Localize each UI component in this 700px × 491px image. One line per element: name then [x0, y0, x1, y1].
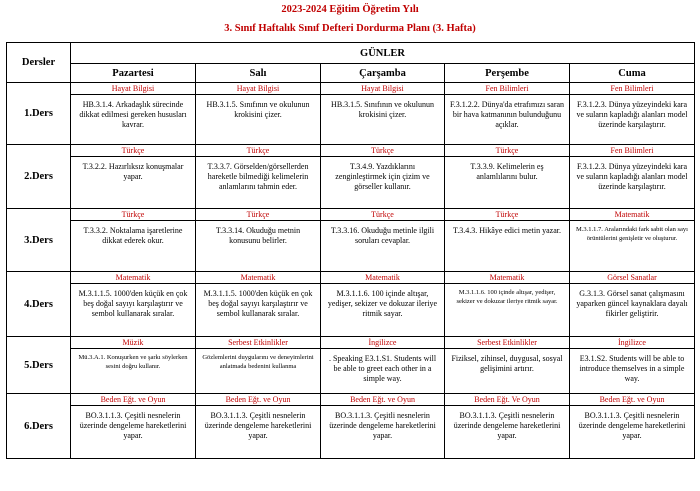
lesson-cell: [196, 337, 321, 394]
subject-name: Matematik: [321, 272, 444, 284]
subject-name: Türkçe: [321, 145, 444, 157]
subject-name: Hayat Bilgisi: [196, 83, 320, 95]
lesson-cell: [321, 394, 445, 459]
outcome-text: T.3.3.16. Okuduğu metinle ilgili soruları cevaplar.: [330, 226, 435, 245]
lesson-cell: [445, 145, 570, 209]
outcome-text: HB.3.1.5. Sınıfının ve okulunun krokisini çizer.: [206, 100, 310, 119]
table-row: [7, 209, 695, 272]
subject-name: Müzik: [71, 337, 195, 349]
subject-name: Fen Bilimleri: [570, 145, 694, 157]
outcome-text: T.3.4.3. Hikâye edici metin yazar.: [452, 226, 562, 235]
subject-name: Türkçe: [196, 209, 320, 221]
subject-name: Matematik: [445, 272, 569, 284]
outcome-text: . Speaking E3.1.S1. Students will be able to greet each other in a simple way.: [328, 354, 437, 383]
header-day: Perşembe: [445, 64, 570, 83]
outcome-text: T.3.3.2. Noktalama işaretlerine dikkat ederek okur.: [83, 226, 183, 245]
lesson-cell: [570, 272, 695, 337]
lesson-cell: [321, 337, 445, 394]
lesson-cell: [321, 83, 445, 145]
subject-name: Türkçe: [321, 209, 444, 221]
subject-name: Türkçe: [196, 145, 320, 157]
outcome-text: T.3.3.14. Okuduğu metnin konusunu belirler.: [215, 226, 301, 245]
subject-name: Hayat Bilgisi: [71, 83, 195, 95]
lesson-cell: [570, 145, 695, 209]
lesson-label: 3.Ders: [7, 209, 71, 272]
lesson-cell: [445, 209, 570, 272]
lesson-cell: [196, 209, 321, 272]
table-row: [7, 145, 695, 209]
subject-name: Beden Eğt. ve Oyun: [196, 394, 320, 406]
lesson-cell: [445, 272, 570, 337]
lesson-cell: [570, 337, 695, 394]
outcome-text: F.3.1.2.3. Dünya yüzeyindeki kara ve suların kapladığı alanları model üzerinde karşılaştırır.: [576, 100, 688, 129]
outcome-text: Gözlemlerini duygularını ve deneyimlerini anlatmada bedenini kullanma: [202, 354, 314, 370]
subject-name: Serbest Etkinlikler: [445, 337, 569, 349]
lesson-cell: [570, 83, 695, 145]
subject-name: Beden Eğt. ve Oyun: [71, 394, 195, 406]
subject-name: Türkçe: [445, 209, 569, 221]
subject-name: Fen Bilimleri: [445, 83, 569, 95]
subject-name: Matematik: [71, 272, 195, 284]
lesson-cell: [71, 145, 196, 209]
header-day: Çarşamba: [321, 64, 445, 83]
outcome-text: BO.3.1.1.3. Çeşitli nesnelerin üzerinde dengeleme hareketlerini yapar.: [578, 411, 686, 440]
table-row: [7, 337, 695, 394]
outcome-text: T.3.3.9. Kelimelerin eş anlamlılarını bulur.: [470, 162, 544, 181]
lesson-label: 4.Ders: [7, 272, 71, 337]
subject-name: Fen Bilimleri: [570, 83, 694, 95]
header-dersler: Dersler: [7, 43, 71, 83]
outcome-text: BO.3.1.1.3. Çeşitli nesnelerin üzerinde dengeleme hareketlerini yapar.: [204, 411, 312, 440]
lesson-cell: [321, 272, 445, 337]
schedule-table: [6, 42, 695, 459]
document-title: 2023-2024 Eğitim Öğretim Yılı: [281, 4, 419, 15]
outcome-text: BO.3.1.1.3. Çeşitli nesnelerin üzerinde dengeleme hareketlerini yapar.: [453, 411, 561, 440]
table-row: [7, 83, 695, 145]
subject-name: Hayat Bilgisi: [321, 83, 444, 95]
subject-name: Beden Eğt. ve Oyun: [321, 394, 444, 406]
outcome-text: BO.3.1.1.3. Çeşitli nesnelerin üzerinde dengeleme hareketlerini yapar.: [79, 411, 187, 440]
document-subtitle: 3. Sınıf Haftalık Sınıf Defteri Dordurma Planı (3. Hafta): [224, 23, 476, 34]
lesson-cell: [445, 337, 570, 394]
lesson-cell: [71, 272, 196, 337]
outcome-text: T.3.3.7. Görselden/görsellerden hareketle bilmediği kelimelerin anlamlarını tahmin eder.: [207, 162, 309, 191]
subject-name: Beden Eğt. ve Oyun: [570, 394, 694, 406]
lesson-cell: [71, 394, 196, 459]
lesson-label: 2.Ders: [7, 145, 71, 209]
lesson-label: 1.Ders: [7, 83, 71, 145]
header-day: Cuma: [570, 64, 695, 83]
outcome-text: Mü.3.A.1. Konuşurken ve şarkı söylerken sesini doğru kullanır.: [78, 354, 188, 370]
outcome-text: HB.3.1.5. Sınıfının ve okulunun krokisini çizer.: [331, 100, 434, 119]
subject-name: Serbest Etkinlikler: [196, 337, 320, 349]
subject-name: Türkçe: [445, 145, 569, 157]
subject-name: İngilizce: [570, 337, 694, 349]
lesson-cell: [445, 83, 570, 145]
lesson-cell: [321, 145, 445, 209]
outcome-text: Fiziksel, zihinsel, duygusal, sosyal gelişimini artırır.: [451, 354, 563, 373]
subject-name: Matematik: [196, 272, 320, 284]
outcome-text: M.3.1.1.7. Aralarındaki fark sabit olan sayı örüntülerini genişletir ve oluşturur.: [576, 226, 688, 242]
table-row: [7, 394, 695, 459]
lesson-cell: [71, 337, 196, 394]
outcome-text: M.3.1.1.5. 1000'den küçük en çok beş doğal sayıyı karşılaştırır ve sembol kullanarak sıralar.: [203, 289, 313, 318]
lesson-cell: [570, 394, 695, 459]
table-row: [7, 272, 695, 337]
lesson-cell: [71, 209, 196, 272]
lesson-cell: [196, 83, 321, 145]
header-day: Salı: [196, 64, 321, 83]
outcome-text: E3.1.S2. Students will be able to introduce themselves in a simple way.: [579, 354, 685, 383]
subject-name: Beden Eğt. Ve Oyun: [445, 394, 569, 406]
subject-name: Türkçe: [71, 145, 195, 157]
lesson-cell: [71, 83, 196, 145]
subject-name: Görsel Sanatlar: [570, 272, 694, 284]
outcome-text: T.3.2.2. Hazırlıksız konuşmalar yapar.: [82, 162, 184, 181]
subject-name: İngilizce: [321, 337, 444, 349]
outcome-text: F.3.1.2.2. Dünya'da etrafımızı saran bir hava katmanının bulunduğunu açıklar.: [449, 100, 565, 129]
outcome-text: M.3.1.1.5. 1000'den küçük en çok beş doğal sayıyı karşılaştırır ve sembol kullanarak sıralar.: [78, 289, 188, 318]
outcome-text: T.3.4.9. Yazdıklarını zenginleştirmek için çizim ve görseller kullanır.: [335, 162, 430, 191]
outcome-text: G.3.1.3. Görsel sanat çalışmasını yaparken güncel kaynaklara dayalı fikirler geliştirir.: [576, 289, 688, 318]
lesson-cell: [321, 209, 445, 272]
lesson-cell: [445, 394, 570, 459]
subject-name: Matematik: [570, 209, 694, 221]
outcome-text: BO.3.1.1.3. Çeşitli nesnelerin üzerinde dengeleme hareketlerini yapar.: [329, 411, 436, 440]
outcome-text: HB.3.1.4. Arkadaşlık sürecinde dikkat edilmesi gereken hususları kavrar.: [79, 100, 187, 129]
subject-name: Türkçe: [71, 209, 195, 221]
outcome-text: M.3.1.1.6. 100 içinde altışar, yedişer, sekizer ve dokuzar ileriye ritmik sayar.: [327, 289, 438, 318]
lesson-label: 6.Ders: [7, 394, 71, 459]
schedule-body: [7, 83, 695, 459]
header-day: Pazartesi: [71, 64, 196, 83]
lesson-cell: [196, 394, 321, 459]
outcome-text: F.3.1.2.3. Dünya yüzeyindeki kara ve suların kapladığı alanları model üzerinde karşılaştırır.: [576, 162, 688, 191]
lesson-cell: [196, 272, 321, 337]
header-gunler: GÜNLER: [71, 43, 695, 64]
lesson-cell: [196, 145, 321, 209]
outcome-text: M.3.1.1.6. 100 içinde altışar, yedişer, sekizer ve dokuzar ileriye ritmik sayar.: [456, 289, 558, 305]
lesson-cell: [570, 209, 695, 272]
lesson-label: 5.Ders: [7, 337, 71, 394]
